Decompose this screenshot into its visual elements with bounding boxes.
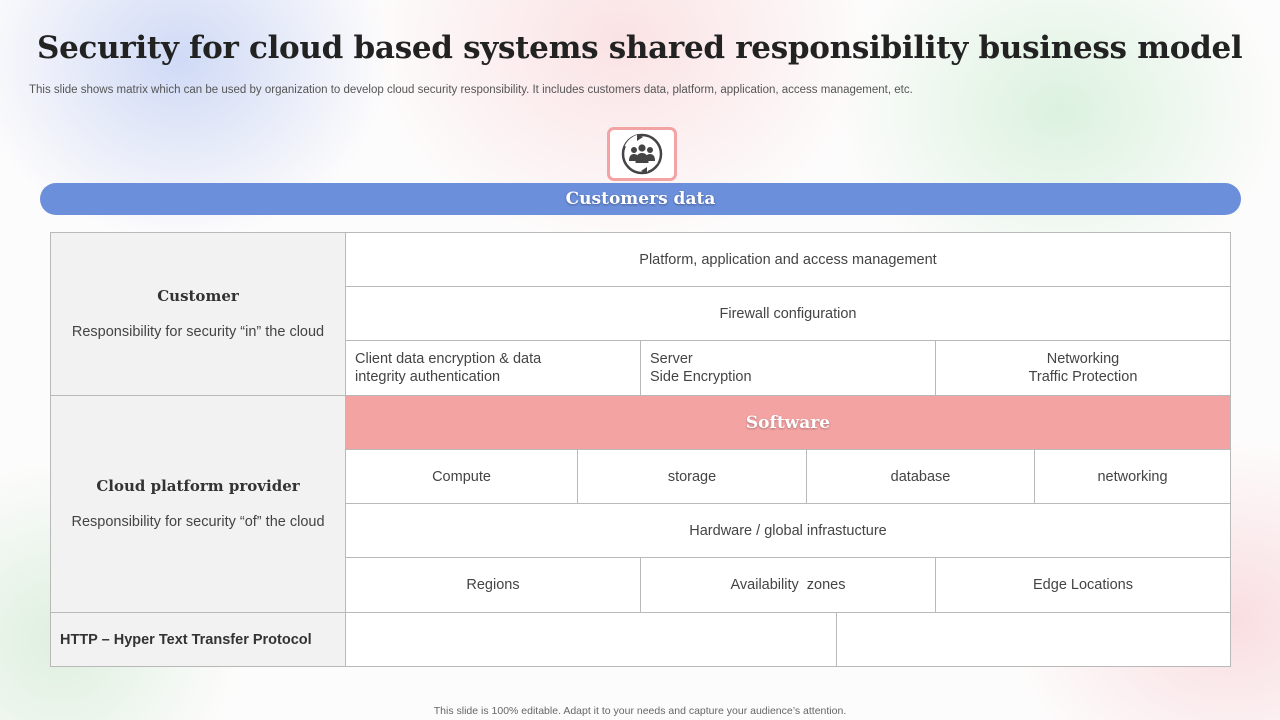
platform-access-label: Platform, application and access management: [639, 251, 937, 268]
slide-footer: This slide is 100% editable. Adapt it to your needs and capture your audience’s attention.: [433, 705, 847, 717]
http-label: HTTP – Hyper Text Transfer Protocol: [60, 631, 312, 648]
firewall-label: Firewall configuration: [719, 305, 857, 322]
service-label: networking: [1097, 468, 1168, 485]
service-cell-database: [806, 449, 1035, 504]
service-label: Compute: [432, 468, 491, 485]
location-label: Edge Locations: [1033, 577, 1133, 593]
provider-title: Cloud platform provider: [96, 477, 300, 495]
software-header: [345, 395, 1231, 450]
customer-description: Responsibility for security “in” the cloud: [71, 324, 325, 340]
people-cycle-icon: [607, 127, 677, 181]
encryption-line-1: Client data encryption & data: [355, 351, 542, 367]
customer-title: Customer: [157, 287, 239, 305]
responsibility-matrix: [50, 232, 1230, 666]
location-label: Availability zones: [730, 577, 846, 593]
location-label: Regions: [466, 577, 520, 593]
provider-panel: [50, 395, 346, 613]
location-cell-regions: [345, 557, 641, 613]
customer-panel: [50, 232, 346, 396]
people-cycle-icon-graphic: [619, 133, 665, 175]
encryption-cell: [345, 340, 641, 396]
service-cell-storage: [577, 449, 807, 504]
service-cell-compute: [345, 449, 578, 504]
service-label: database: [890, 468, 951, 485]
customers-data-banner: Customers data: [40, 183, 1241, 215]
hardware-cell: [345, 503, 1231, 558]
server-encryption-cell: [640, 340, 936, 396]
http-label-cell: [50, 612, 346, 667]
software-label: Software: [745, 412, 831, 433]
slide-title: Security for cloud based systems shared responsibility business model: [37, 30, 1243, 66]
location-cell-edge-locations: [935, 557, 1231, 613]
http-empty-cell-1: [345, 612, 837, 667]
firewall-cell: [345, 286, 1231, 341]
service-cell-networking: [1034, 449, 1231, 504]
platform-access-cell: [345, 232, 1231, 287]
encryption-line-2: integrity authentication: [355, 369, 501, 385]
provider-description: Responsibility for security “of” the cloud: [71, 514, 325, 530]
service-label: storage: [667, 468, 717, 485]
hardware-label: Hardware / global infrastucture: [689, 522, 887, 539]
location-cell-availability-zones: [640, 557, 936, 613]
slide-subtitle: This slide shows matrix which can be used by organization to develop cloud security responsibility. It includes customers data, platform, application, access management, etc.: [29, 84, 913, 96]
networking-line-1: Networking: [1046, 351, 1120, 367]
http-empty-cell-2: [836, 612, 1231, 667]
server-line-1: Server: [650, 351, 693, 367]
server-line-2: Side Encryption: [650, 369, 752, 385]
networking-traffic-cell: [935, 340, 1231, 396]
networking-line-2: Traffic Protection: [1028, 369, 1138, 385]
